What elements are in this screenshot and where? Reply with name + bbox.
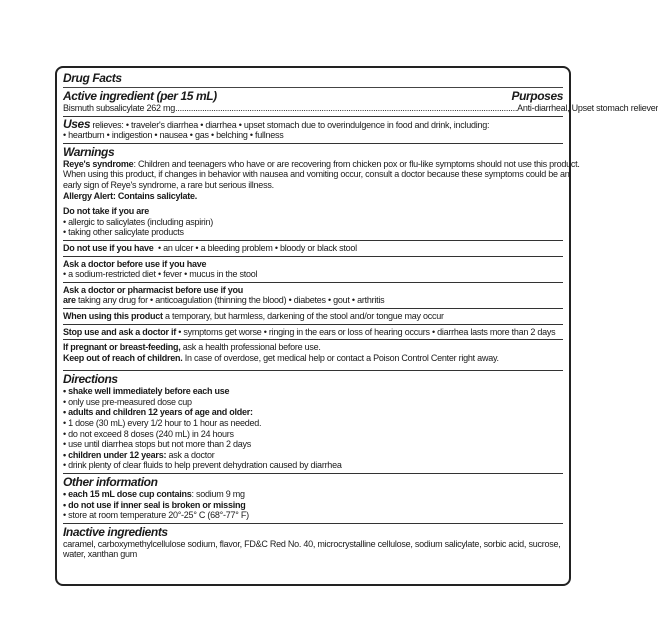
other-info-heading: Other information <box>63 475 158 490</box>
list-item: • do not exceed 8 doses (240 mL) in 24 hours <box>63 428 234 439</box>
active-ingredient-header <box>63 90 563 103</box>
ask-doctor-text: • a sodium-restricted diet • fever • mucus in the stool <box>63 269 258 280</box>
do-not-use: Do not use if you have • an ulcer • a bleeding problem • bloody or black stool <box>63 242 357 253</box>
active-ingredient-row <box>63 103 658 114</box>
warnings-heading: Warnings <box>63 144 115 159</box>
active-ingredient-heading: Active ingredient (per 15 mL) <box>63 89 217 103</box>
inactive-ingredients-heading: Inactive ingredients <box>63 524 168 539</box>
ask-pharmacist-heading: Ask a doctor or pharmacist before use if you <box>63 284 244 295</box>
inactive-ingredients-text: water, xanthan gum <box>63 549 138 560</box>
list-item: • 1 dose (30 mL) every 1/2 hour to 1 hour as needed. <box>63 418 262 429</box>
list-item: • drink plenty of clear fluids to help prevent dehydration caused by diarrhea <box>63 460 342 471</box>
ingredient: Bismuth subsalicylate 262 mg <box>63 103 176 113</box>
keep-out-of-reach: Keep out of reach of children. In case of overdose, get medical help or contact a Poison Control Center right away. <box>63 352 499 363</box>
list-item: • each 15 mL dose cup contains: sodium 9 mg <box>63 489 245 500</box>
list-item: • do not use if inner seal is broken or missing <box>63 499 246 510</box>
uses-section <box>63 116 563 131</box>
leader-dots: ........................................................................................................................................................ <box>175 103 518 113</box>
ask-doctor-heading: Ask a doctor before use if you have <box>63 258 207 269</box>
uses-heading: Uses <box>63 116 91 131</box>
drug-facts-title: Drug Facts <box>63 71 122 85</box>
reye-text: early sign of Reye's syndrome, a rare but serious illness. <box>63 179 274 190</box>
list-item: • use until diarrhea stops but not more than 2 days <box>63 439 252 450</box>
when-using: When using this product a temporary, but harmless, darkening of the stool and/or tongue may occur <box>63 310 444 321</box>
list-item: • adults and children 12 years of age and older: <box>63 407 253 418</box>
list-item: • shake well immediately before each use <box>63 386 230 397</box>
list-item: • children under 12 years: ask a doctor <box>63 449 215 460</box>
stop-use: Stop use and ask a doctor if • symptoms get worse • ringing in the ears or loss of hearing occurs • diarrhea lasts more than 2 days <box>63 326 556 337</box>
directions-heading: Directions <box>63 372 118 387</box>
reye-text: When using this product, if changes in behavior with nausea and vomiting occur, consult a doctor because these symptoms could be an <box>63 169 570 180</box>
reye-text: Reye's syndrome: Children and teenagers who have or are recovering from chicken pox or flu-like symptoms should not use this product. <box>63 158 580 169</box>
ask-pharmacist-text: are taking any drug for • anticoagulation (thinning the blood) • diabetes • gout • arthritis <box>63 295 385 306</box>
pregnancy-warning: If pregnant or breast-feeding, ask a health professional before use. <box>63 342 321 353</box>
drug-facts-panel <box>55 66 658 586</box>
uses-line: relieves: • traveler's diarrhea • diarrhea • upset stomach due to overindulgence in food and drink, including: <box>92 119 490 130</box>
list-item: • only use pre-measured dose cup <box>63 396 192 407</box>
do-not-take-heading: Do not take if you are <box>63 206 150 217</box>
list-item: • allergic to salicylates (including aspirin) <box>63 216 213 227</box>
uses-line: • heartburn • indigestion • nausea • gas • belching • fullness <box>63 130 284 141</box>
purpose: Anti-diarrheal, Upset stomach reliever <box>517 103 658 113</box>
allergy-alert: Allergy Alert: Contains salicylate. <box>63 190 197 201</box>
purposes-heading: Purposes <box>511 89 563 103</box>
inactive-ingredients-text: caramel, carboxymethylcellulose sodium, flavor, FD&C Red No. 40, microcrystalline cellulose, sodium salicylate, sorbic acid, sucrose, <box>63 538 561 549</box>
list-item: • store at room temperature 20°-25° C (68°-77° F) <box>63 510 249 521</box>
list-item: • taking other salicylate products <box>63 227 184 238</box>
